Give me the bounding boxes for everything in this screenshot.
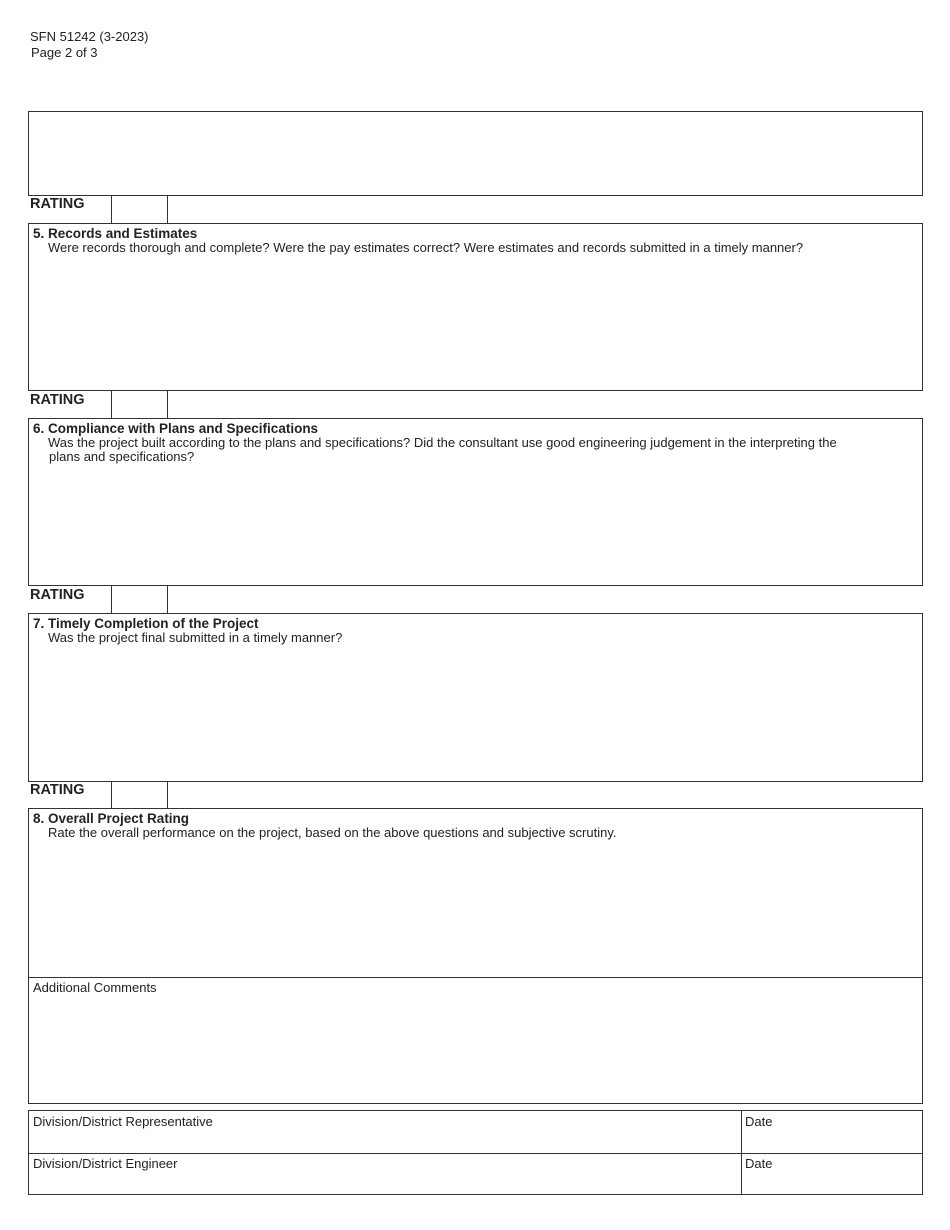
page-number: Page 2 of 3: [31, 45, 98, 60]
section-5-title: 5. Records and Estimates: [33, 226, 198, 241]
engineer-date-label: Date: [745, 1156, 773, 1171]
engineer-date-field[interactable]: [742, 1154, 922, 1194]
section-4-comment-input[interactable]: [29, 112, 926, 199]
rating-label: RATING: [30, 196, 85, 212]
section-8-box: [28, 808, 923, 1104]
representative-date-label: Date: [745, 1114, 773, 1129]
section-7-comment-input[interactable]: [33, 650, 913, 775]
representative-signature-field[interactable]: [29, 1111, 741, 1153]
section-5-comment-input[interactable]: [33, 260, 913, 385]
engineer-label: Division/District Engineer: [33, 1156, 178, 1171]
section-6-box: [28, 418, 923, 586]
additional-comments-label: Additional Comments: [33, 980, 157, 995]
section-6-description-line2: plans and specifications?: [49, 449, 195, 464]
rating-input-section-7[interactable]: [111, 781, 168, 809]
representative-date-field[interactable]: [742, 1111, 922, 1153]
rating-input-section-4[interactable]: [111, 195, 168, 224]
section-5-box: [28, 223, 923, 391]
rating-input-section-5[interactable]: [111, 390, 168, 419]
rating-label: RATING: [30, 587, 85, 603]
section-8-title: 8. Overall Project Rating: [33, 811, 190, 826]
section-4-comment-box[interactable]: [28, 111, 923, 196]
section-6-description-line1: Was the project built according to the plans and specifications? Did the consultant use good engineering judgement in the interpreting the: [48, 435, 837, 450]
rating-label: RATING: [30, 392, 85, 408]
section-5-description: Were records thorough and complete? Were the pay estimates correct? Were estimates and records submitted in a timely manner?: [48, 240, 804, 255]
section-8-comment-input[interactable]: [33, 845, 913, 970]
additional-comments-input[interactable]: [33, 999, 913, 1097]
section-6-title: 6. Compliance with Plans and Specifications: [33, 421, 319, 436]
rating-label: RATING: [30, 782, 85, 798]
section-7-box: [28, 613, 923, 782]
section-divider: [29, 977, 922, 978]
section-8-description: Rate the overall performance on the project, based on the above questions and subjective scrutiny.: [48, 825, 617, 840]
section-7-title: 7. Timely Completion of the Project: [33, 616, 259, 631]
engineer-signature-field[interactable]: [29, 1154, 741, 1194]
form-number: SFN 51242 (3-2023): [30, 29, 149, 44]
representative-label: Division/District Representative: [33, 1114, 213, 1129]
signature-table: [28, 1110, 923, 1195]
rating-input-section-6[interactable]: [111, 585, 168, 614]
section-6-comment-input[interactable]: [33, 469, 913, 579]
section-7-description: Was the project final submitted in a timely manner?: [48, 630, 343, 645]
